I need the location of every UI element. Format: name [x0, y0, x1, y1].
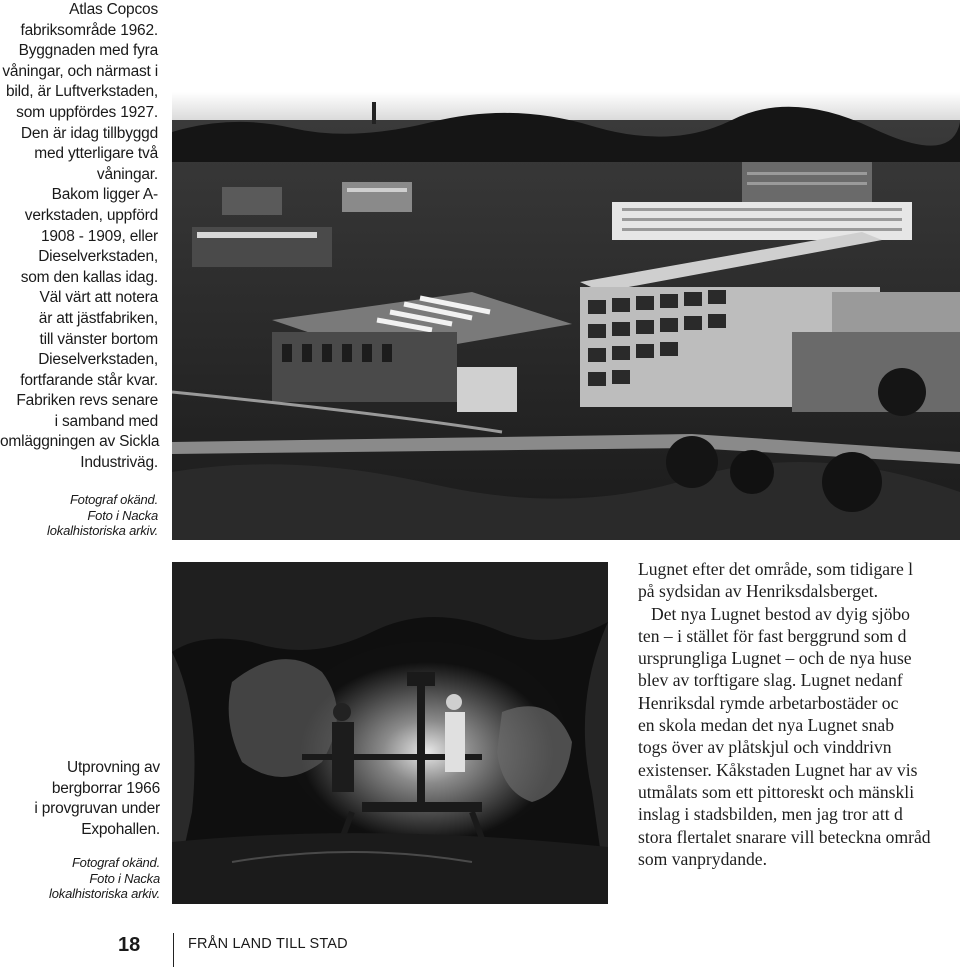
body-text-column: [638, 558, 960, 870]
body-line: togs över av plåtskjul och vinddrivn: [638, 737, 892, 758]
caption-line: fortfarande står kvar.: [20, 371, 158, 389]
credit-line: lokalhistoriska arkiv.: [49, 886, 160, 901]
body-line: utmålats som ett pittoreskt och mänskli: [638, 781, 915, 802]
caption-line: som uppfördes 1927.: [16, 103, 158, 121]
body-line: på sydsidan av Henriksdalsberget.: [638, 581, 879, 602]
caption-line: Fabriken revs senare: [16, 392, 158, 410]
photo-factory-aerial: [172, 92, 960, 540]
caption-line: våningar.: [96, 165, 158, 183]
caption-line: Atlas Copcos: [69, 1, 158, 18]
page-number: 18: [118, 934, 141, 956]
caption-line: Expohallen.: [81, 820, 160, 838]
credit-line: Fotograf okänd.: [71, 855, 160, 870]
folio-divider: [173, 933, 174, 967]
caption-drill-testing: [0, 758, 160, 840]
caption-line: till vänster bortom: [39, 330, 158, 348]
caption-line: Bakom ligger A-: [51, 186, 158, 204]
credit-line: lokalhistoriska arkiv.: [47, 523, 158, 538]
caption-factory-area: [0, 0, 158, 474]
caption-line: våningar, och närmast i: [2, 62, 158, 80]
body-line: existenser. Kåkstaden Lugnet har av vis: [638, 759, 918, 780]
body-line: ursprungliga Lugnet – och de nya huse: [638, 648, 912, 669]
photo-credit-top: [0, 492, 158, 539]
caption-line: omläggningen av Sickla: [0, 433, 160, 451]
body-line: en skola medan det nya Lugnet snab: [638, 715, 895, 736]
body-line: ten – i stället för fast berggrund som d: [638, 625, 907, 646]
caption-line: bergborrar 1966: [51, 779, 160, 797]
caption-line: Dieselverkstaden,: [38, 248, 158, 266]
photo-credit-bottom: [0, 855, 160, 902]
caption-line: fabriksområde 1962.: [20, 21, 158, 39]
caption-line: Industriväg.: [80, 454, 158, 472]
caption-line: Byggnaden med fyra: [18, 42, 158, 60]
caption-line: Den är idag tillbyggd: [20, 124, 158, 142]
body-line: Det nya Lugnet bestod av dyig sjöbo: [651, 603, 910, 624]
caption-line: Dieselverkstaden,: [38, 351, 158, 369]
body-line: inslag i stadsbilden, men jag tror att d: [638, 804, 903, 825]
caption-line: med ytterligare två: [34, 145, 158, 163]
caption-line: Utprovning av: [66, 759, 160, 776]
caption-line: bild, är Luftverkstaden,: [5, 83, 158, 101]
caption-line: verkstaden, uppförd: [24, 206, 158, 224]
credit-line: Foto i Nacka: [89, 870, 160, 886]
caption-line: 1908 - 1909, eller: [40, 227, 158, 245]
caption-line: Väl värt att notera: [39, 289, 158, 307]
photo-test-mine: [172, 562, 608, 904]
caption-line: i samband med: [54, 412, 158, 430]
body-line: som vanprydande.: [638, 848, 767, 869]
caption-line: i provgruvan under: [34, 800, 160, 818]
body-line: blev av torftigare slag. Lugnet nedanf: [638, 670, 903, 691]
body-line: stora flertalet snarare vill beteckna områd: [638, 826, 931, 847]
credit-line: Fotograf okänd.: [69, 492, 158, 507]
credit-line: Foto i Nacka: [87, 507, 158, 523]
body-line: Henriksdal rymde arbetarbostäder oc: [638, 692, 899, 713]
caption-line: är att jästfabriken,: [38, 309, 158, 327]
running-title: FRÅN LAND TILL STAD: [188, 936, 348, 952]
caption-line: som den kallas idag.: [20, 268, 158, 286]
body-line: Lugnet efter det område, som tidigare l: [638, 559, 914, 579]
